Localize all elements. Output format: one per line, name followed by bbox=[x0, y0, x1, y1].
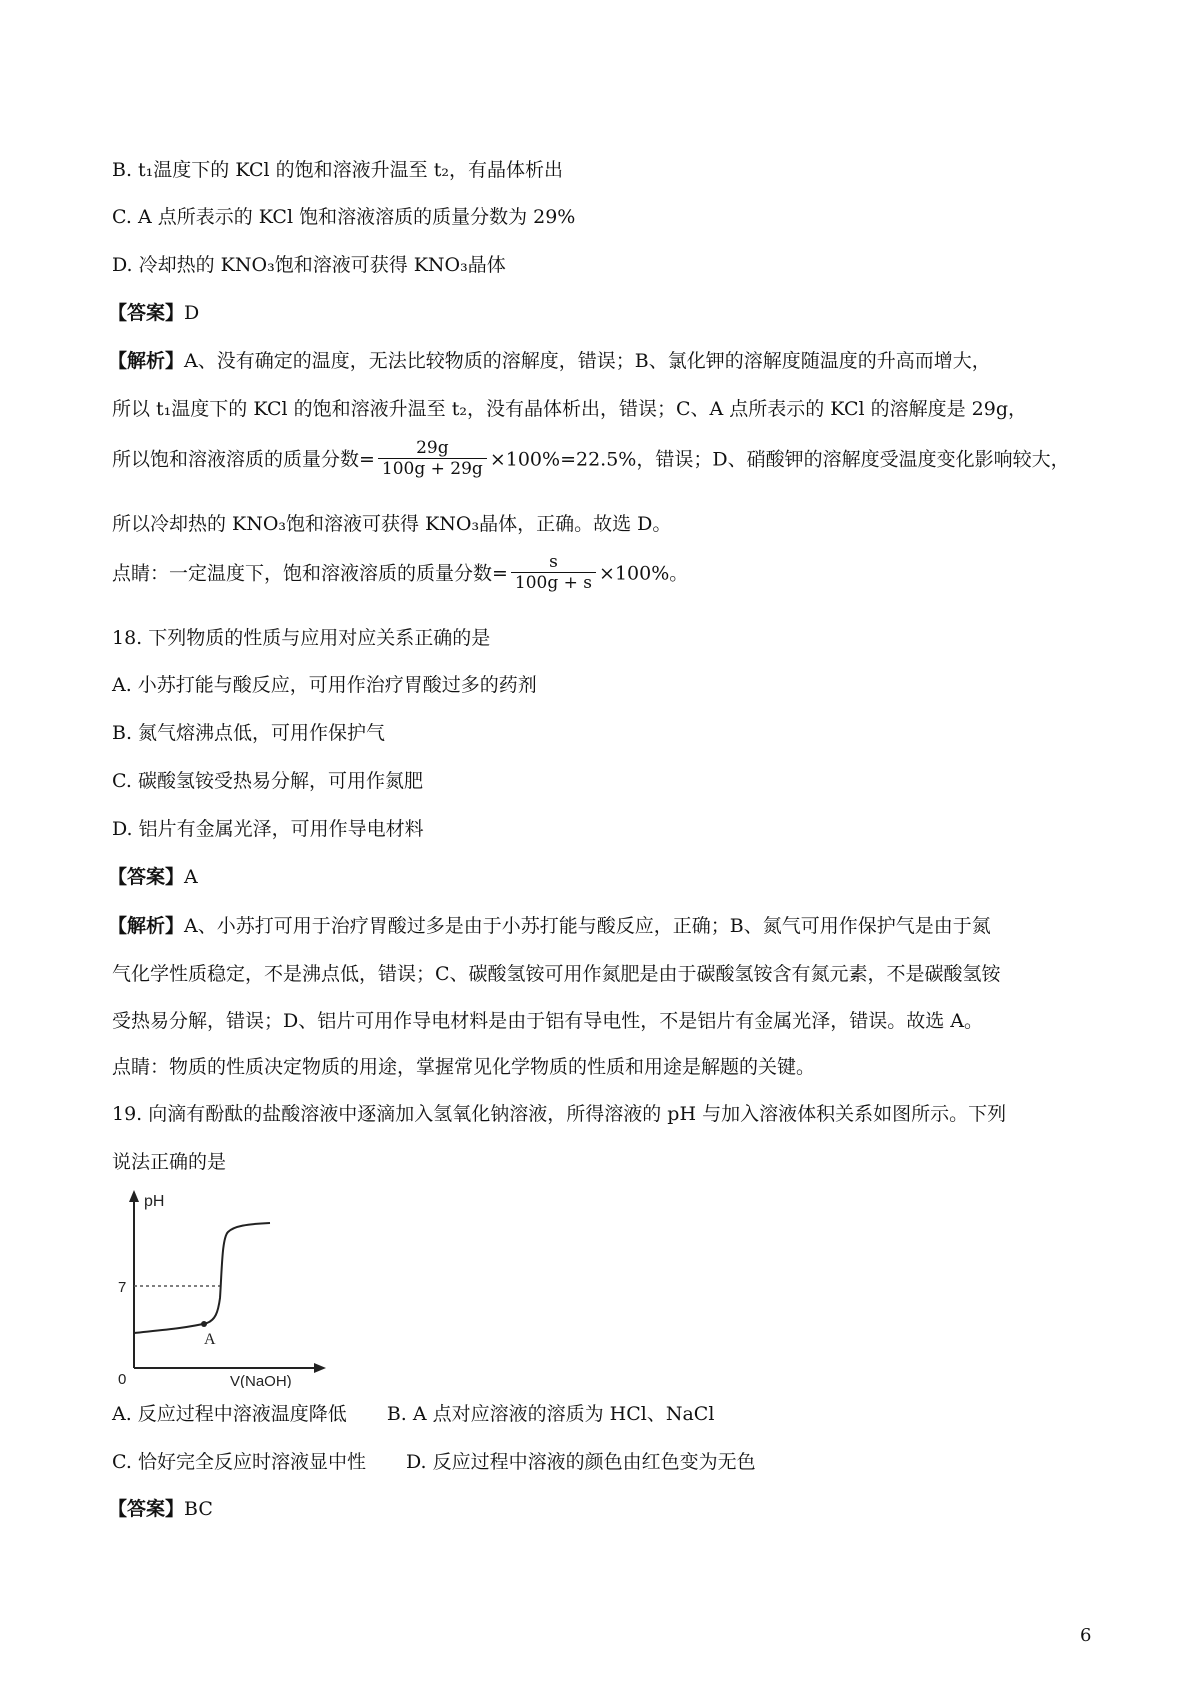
q17-option-c: C. A 点所表示的 KCl 饱和溶液溶质的质量分数为 29% bbox=[112, 206, 576, 228]
tip-text: ×100%。 bbox=[599, 562, 689, 585]
tip-formula bbox=[511, 552, 596, 593]
q18-answer bbox=[108, 865, 198, 889]
q18-analysis-line-2: 气化学性质稳定，不是沸点低，错误；C、碳酸氢铵可用作氮肥是由于碳酸氢铵含有氮元素，不是碳酸氢铵 bbox=[112, 963, 1001, 985]
answer-value: D bbox=[184, 302, 200, 324]
point-a-marker bbox=[201, 1321, 207, 1327]
q18-analysis-line-3: 受热易分解，错误；D、铝片可用作导电材料是由于铝有导电性，不是铝片有金属光泽，错误。故选 A。 bbox=[112, 1010, 983, 1032]
q17-analysis-line-1 bbox=[108, 349, 991, 373]
q19-option-d: D. 反应过程中溶液的颜色由红色变为无色 bbox=[405, 1451, 756, 1473]
analysis-text: A、小苏打可用于治疗胃酸过多是由于小苏打能与酸反应，正确；B、氮气可用作保护气是由于氮 bbox=[184, 915, 991, 937]
q19-option-a: A. 反应过程中溶液温度降低 bbox=[112, 1403, 347, 1425]
q18-analysis-line-1 bbox=[108, 914, 991, 938]
answer-value: A bbox=[184, 866, 198, 888]
point-a-label: A bbox=[204, 1331, 216, 1348]
origin-label: 0 bbox=[118, 1371, 127, 1388]
answer-label: 【答案】 bbox=[108, 866, 185, 888]
q19-answer bbox=[108, 1497, 213, 1521]
q17-answer bbox=[108, 301, 199, 325]
q18-tip: 点睛：物质的性质决定物质的用途，掌握常见化学物质的性质和用途是解题的关键。 bbox=[112, 1056, 816, 1078]
fraction-numerator: s bbox=[549, 552, 558, 572]
q19-stem-line-1: 19. 向滴有酚酞的盐酸溶液中逐滴加入氢氧化钠溶液，所得溶液的 pH 与加入溶液体积关系如图所示。下列 bbox=[112, 1103, 1007, 1125]
x-axis-arrow bbox=[314, 1363, 326, 1373]
q17-analysis-line-3 bbox=[112, 440, 1070, 481]
q18-option-a: A. 小苏打能与酸反应，可用作治疗胃酸过多的药剂 bbox=[112, 674, 537, 696]
q19-option-c: C. 恰好完全反应时溶液显中性 bbox=[112, 1451, 366, 1473]
ph-titration-chart bbox=[112, 1188, 332, 1388]
y-axis-arrow bbox=[129, 1190, 139, 1202]
analysis-label: 【解析】 bbox=[108, 915, 185, 937]
answer-label: 【答案】 bbox=[108, 302, 185, 324]
y-axis-label: pH bbox=[144, 1193, 165, 1210]
mass-fraction-formula bbox=[378, 438, 487, 479]
q17-analysis-line-2: 所以 t₁温度下的 KCl 的饱和溶液升温至 t₂，没有晶体析出，错误；C、A 点所表示的 KCl 的溶解度是 29g， bbox=[112, 398, 1028, 420]
x-axis-label: V(NaOH) bbox=[230, 1373, 292, 1388]
analysis-text: A、没有确定的温度，无法比较物质的溶解度，错误；B、氯化钾的溶解度随温度的升高而增大， bbox=[184, 350, 991, 372]
tip-text: 点睛：一定温度下，饱和溶液溶质的质量分数= bbox=[112, 562, 508, 585]
answer-label: 【答案】 bbox=[108, 1498, 185, 1520]
ph-curve bbox=[134, 1223, 270, 1333]
q17-analysis-line-4: 所以冷却热的 KNO₃饱和溶液可获得 KNO₃晶体，正确。故选 D。 bbox=[112, 513, 672, 535]
answer-value: BC bbox=[184, 1498, 213, 1520]
q17-option-d: D. 冷却热的 KNO₃饱和溶液可获得 KNO₃晶体 bbox=[112, 254, 506, 276]
analysis-text: 所以饱和溶液溶质的质量分数= bbox=[112, 448, 375, 471]
page-number: 6 bbox=[1080, 1625, 1092, 1646]
q17-option-b: B. t₁温度下的 KCl 的饱和溶液升温至 t₂，有晶体析出 bbox=[112, 159, 563, 181]
analysis-text: ×100%=22.5%，错误；D、硝酸钾的溶解度受温度变化影响较大， bbox=[489, 448, 1070, 471]
q18-option-d: D. 铝片有金属光泽，可用作导电材料 bbox=[112, 818, 424, 840]
q19-stem-line-2: 说法正确的是 bbox=[112, 1151, 227, 1173]
q19-options-row-1 bbox=[112, 1402, 714, 1426]
fraction-denominator: 100g + s bbox=[511, 572, 596, 593]
y-tick-label-7: 7 bbox=[118, 1279, 127, 1296]
q19-options-row-2 bbox=[112, 1450, 756, 1474]
q18-option-b: B. 氮气熔沸点低，可用作保护气 bbox=[112, 722, 386, 744]
q19-option-b: B. A 点对应溶液的溶质为 HCl、NaCl bbox=[386, 1403, 715, 1425]
q17-tip bbox=[112, 554, 688, 595]
fraction-numerator: 29g bbox=[416, 438, 449, 458]
fraction-denominator: 100g + 29g bbox=[378, 458, 487, 479]
q18-option-c: C. 碳酸氢铵受热易分解，可用作氮肥 bbox=[112, 770, 423, 792]
q18-stem: 18. 下列物质的性质与应用对应关系正确的是 bbox=[112, 627, 491, 649]
analysis-label: 【解析】 bbox=[108, 350, 185, 372]
